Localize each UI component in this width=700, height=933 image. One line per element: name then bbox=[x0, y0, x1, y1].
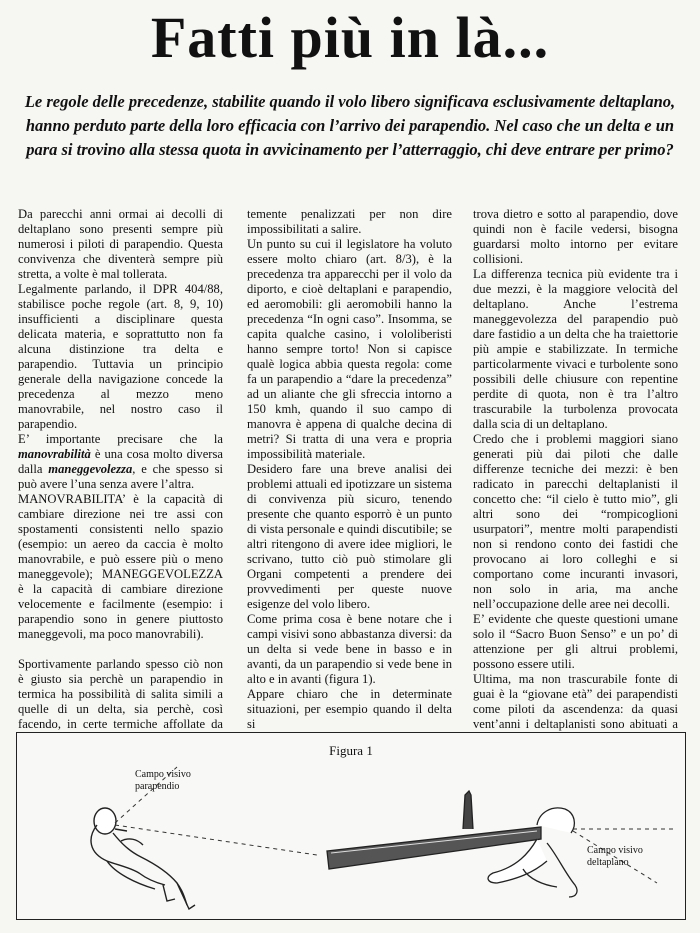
paragraph: E’ evidente che queste questioni umane solo il “Sacro Buon Senso” e un po’ di attenzione per gli altrui problemi, possono essere utili. bbox=[473, 612, 678, 671]
paragraph: Un punto su cui il legislatore ha voluto essere molto chiaro (art. 8/3), è la precedenza tra apparecchi per il volo da diporto, e cioè deltaplani e parapendio, ed aeromobili: gli aeromobili hanno la precedenza “In ogni caso”. Insomma, se capita qualche casino, i vololiberisti hanno sempre torto! Non si capisce qualè logica abbia questa regola: come fa un parapendio a “dare la precedenza” ad un aliante che gli sfreccia intorno a 150 kmh, quando il suo campo di manovra è appena di qualche decina di metri? Si tratta di una vera e propria impossibilità materiale. bbox=[247, 237, 452, 461]
text-run: , e che spesso si può avere l’una senza avere l’altra. bbox=[18, 462, 223, 491]
text-run: E’ importante precisare che la bbox=[18, 432, 223, 446]
paragraph: Appare chiaro che in determinate situazioni, per esempio quando il delta si bbox=[247, 687, 452, 731]
column-1 bbox=[18, 207, 223, 747]
paragraph: Come prima cosa è bene notare che i campi visivi sono abbastanza diversi: da un delta si vede bene in basso e in avanti, da un parapendio si vede bene in alto e in avanti (figura 1). bbox=[247, 612, 452, 686]
hangglider-illustration bbox=[327, 791, 577, 897]
column-3 bbox=[473, 207, 678, 747]
label-line: parapendio bbox=[135, 781, 180, 792]
term-maneggevolezza: maneggevolezza bbox=[48, 462, 133, 476]
paragraph: Credo che i problemi maggiori siano generati più dai piloti che dalle differenze tecniche dei mezzi: è ben radicato in parecchi deltaplanisti il concetto che: “il cielo è tutto mio”, gli altri sono dei “rompicoglioni usurpatori”, mentre molti parapendisti non si rendono conto dei fastidi che provocano ai loro colleghi e si comportano come incuranti invasori, non solo in aria, ma anche nell’occupazione delle aree nei decolli. bbox=[473, 432, 678, 611]
paragraph: Legalmente parlando, il DPR 404/88, stabilisce poche regole (art. 8, 9, 10) insufficienti a disciplinare questa delicata materia, e soprattutto non fa alcuna distinzione tra delta e parapendio. Tuttavia un principio generale della navigazione concede la precedenza al mezzo meno manovrabile, nel nostro caso il parapendio. bbox=[18, 282, 223, 431]
paragraph: Da parecchi anni ormai ai decolli di deltaplano sono presenti sempre più numerosi i piloti di parapendio. Questa convivenza che diventerà sempre più stretta, a volte è mal tollerata. bbox=[18, 207, 223, 281]
article-title: Fatti più in là... bbox=[150, 5, 550, 70]
label-line: Campo visivo bbox=[587, 845, 643, 856]
paraglider-pilot-illustration bbox=[91, 808, 195, 909]
paragraph bbox=[18, 432, 223, 492]
label-visual-field-paraglider bbox=[135, 769, 191, 793]
figure-1 bbox=[16, 732, 686, 920]
article-lead: Le regole delle precedenze, stabilite quando il volo libero significava esclusivamente deltaplano, hanno perduto parte della loro efficacia con l’arrivo dei parapendio. Nel caso che un delta e un para si trovino alla stessa quota in avvicinamento per l’atterraggio, chi deve entrare per primo? bbox=[24, 92, 676, 159]
figure-illustration bbox=[17, 733, 685, 919]
label-visual-field-hangglider bbox=[587, 845, 643, 869]
term-manovrabilita: manovrabilità bbox=[18, 447, 91, 461]
paragraph: Ultima, ma non trascurabile fonte di guai è la “giovane età” dei parapendisti come piloti da ascendenza: da quasi vent’anni i deltaplanisti sono abituati a bbox=[473, 672, 678, 731]
text-run: è una cosa molto diversa dalla bbox=[18, 447, 223, 476]
paragraph: Desidero fare una breve analisi dei problemi attuali ed ipotizzare un sistema di convivenza più sicuro, tenendo presente che quanto esporrò è un punto di vista personale e quindi discutibile; se altri ritengono di avere idee migliori, le scrivano, tutto ciò può stimolare gli Organi competenti a prendere dei provvedimenti per queste nuove esigenze del volo libero. bbox=[247, 462, 452, 611]
column-2 bbox=[247, 207, 452, 732]
paragraph: MANOVRABILITA’ è la capacità di cambiare direzione nei tre assi con spostamenti consistenti nello spazio (esempio: un aereo da caccia è molto manovrabile, e può essere più o meno maneggevole); MANEGGEVOLEZZA è la capacità di cambiare direzione velocemente e facilmente (esempio: i parapendio sono in genere piuttosto maneggevoli, ma poco manovrabili). bbox=[18, 492, 223, 641]
label-line: Campo visivo bbox=[135, 769, 191, 780]
figure-title: Figura 1 bbox=[329, 743, 373, 758]
paragraph: La differenza tecnica più evidente tra i due mezzi, è la maggiore velocità del deltaplano. Anche l’estrema maneggevolezza del parapendio può dare fastidio a un delta che ha traiettorie più ampie e stabilizzate. In termiche particolarmente vivaci e turbolente sono possibili delle chiusure con repentine perdite di quota, non è tra l’altro trascurabile la turbolenza provocata dalla scia di un deltaplano. bbox=[473, 267, 678, 431]
paragraph: trova dietro e sotto al parapendio, dove quindi non è facile vedersi, bisogna guardarsi molto intorno per evitare collisioni. bbox=[473, 207, 678, 266]
label-line: deltaplano bbox=[587, 857, 629, 868]
paragraph: Sportivamente parlando spesso ciò non è giusto sia perchè un parapendio in termica ha possibilità di salita simili a quelle di un delta, sia perchè, così facendo, in certe termiche affollate da bbox=[18, 657, 223, 731]
paragraph: temente penalizzati per non dire impossibilitati a salire. bbox=[247, 207, 452, 236]
